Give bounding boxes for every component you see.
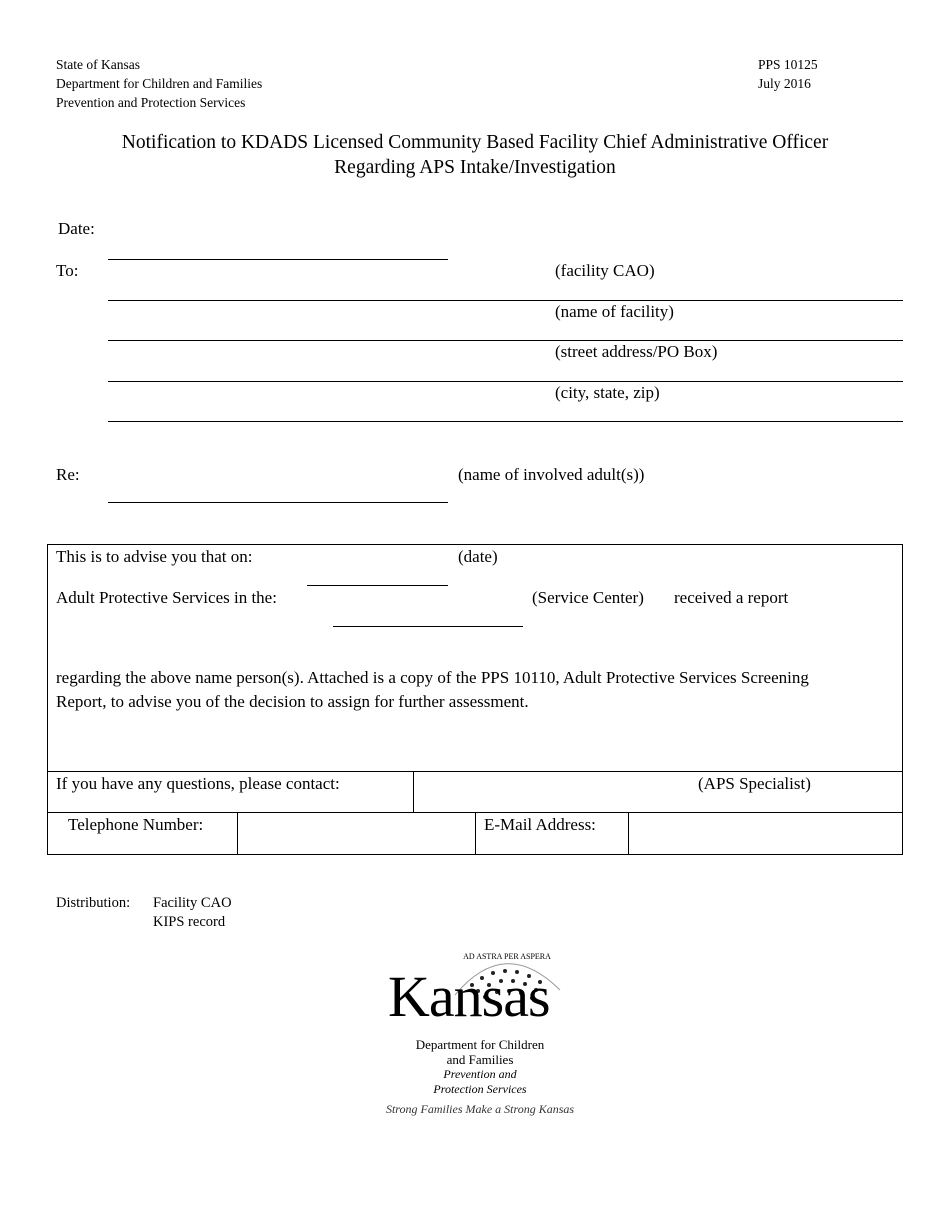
report-date-field[interactable]: [307, 585, 448, 586]
city-field[interactable]: [108, 421, 903, 422]
involved-adult-field[interactable]: [108, 502, 448, 503]
to-label: To:: [56, 261, 79, 280]
logo-line: Prevention and: [443, 1067, 517, 1081]
facility-cao-field[interactable]: [108, 300, 903, 301]
telephone-label: Telephone Number:: [68, 815, 204, 834]
logo-line: Protection Services: [433, 1082, 527, 1096]
street-field[interactable]: [108, 381, 903, 382]
logo-text: [360, 1037, 600, 1117]
date-hint: (date): [458, 547, 498, 566]
date-field[interactable]: [108, 259, 448, 260]
header-line: Prevention and Protection Services: [56, 95, 246, 110]
service-center-hint: (Service Center): [532, 588, 644, 607]
re-label: Re:: [56, 465, 80, 484]
distribution: [56, 894, 232, 930]
date-label: Date:: [58, 219, 95, 238]
aps-in-text: Adult Protective Services in the:: [56, 588, 277, 607]
cell-divider: [628, 812, 629, 854]
form-date: July 2016: [758, 76, 811, 91]
cell-divider: [237, 812, 238, 854]
logo-motto: AD ASTRA PER ASPERA: [463, 952, 551, 961]
cell-divider: [413, 771, 414, 812]
facility-name-hint: (name of facility): [555, 302, 674, 321]
logo-tagline: Strong Families Make a Strong Kansas: [385, 1102, 575, 1116]
kansas-dcf-logo: [360, 945, 600, 1125]
header-line: State of Kansas: [56, 57, 140, 72]
email-label: E-Mail Address:: [484, 815, 596, 834]
facility-name-field[interactable]: [108, 340, 903, 341]
re-hint: (name of involved adult(s)): [458, 465, 645, 484]
advise-text: This is to advise you that on:: [56, 547, 253, 566]
agency-header: [56, 55, 262, 112]
service-center-field[interactable]: [333, 626, 523, 627]
title-line-2: Regarding APS Intake/Investigation: [334, 157, 616, 178]
logo-line: Department for Children: [415, 1037, 545, 1052]
form-number: PPS 10125: [758, 57, 818, 72]
title-line-1: Notification to KDADS Licensed Community Based Facility Chief Administrative Officer: [121, 132, 829, 153]
distribution-label: Distribution:: [56, 895, 131, 911]
logo-wordmark: Kansas: [388, 964, 550, 1029]
form-id-header: [758, 55, 818, 93]
city-hint: (city, state, zip): [555, 383, 660, 402]
cell-divider: [475, 812, 476, 854]
distribution-item: Facility CAO: [153, 895, 232, 911]
aps-specialist-hint: (APS Specialist): [698, 774, 811, 793]
street-hint: (street address/PO Box): [555, 342, 718, 361]
logo-line: and Families: [446, 1052, 514, 1067]
questions-label: If you have any questions, please contact:: [56, 774, 340, 793]
received-text: received a report: [674, 588, 789, 607]
header-line: Department for Children and Families: [56, 76, 263, 91]
paragraph-line-1: regarding the above name person(s). Attached is a copy of the PPS 10110, Adult Protective Services Screening: [56, 668, 809, 687]
paragraph-line-2: Report, to advise you of the decision to assign for further assessment.: [56, 692, 529, 711]
distribution-item: KIPS record: [153, 914, 226, 930]
page-title: [0, 130, 950, 180]
facility-cao-hint: (facility CAO): [555, 261, 655, 280]
row-divider: [47, 771, 903, 772]
